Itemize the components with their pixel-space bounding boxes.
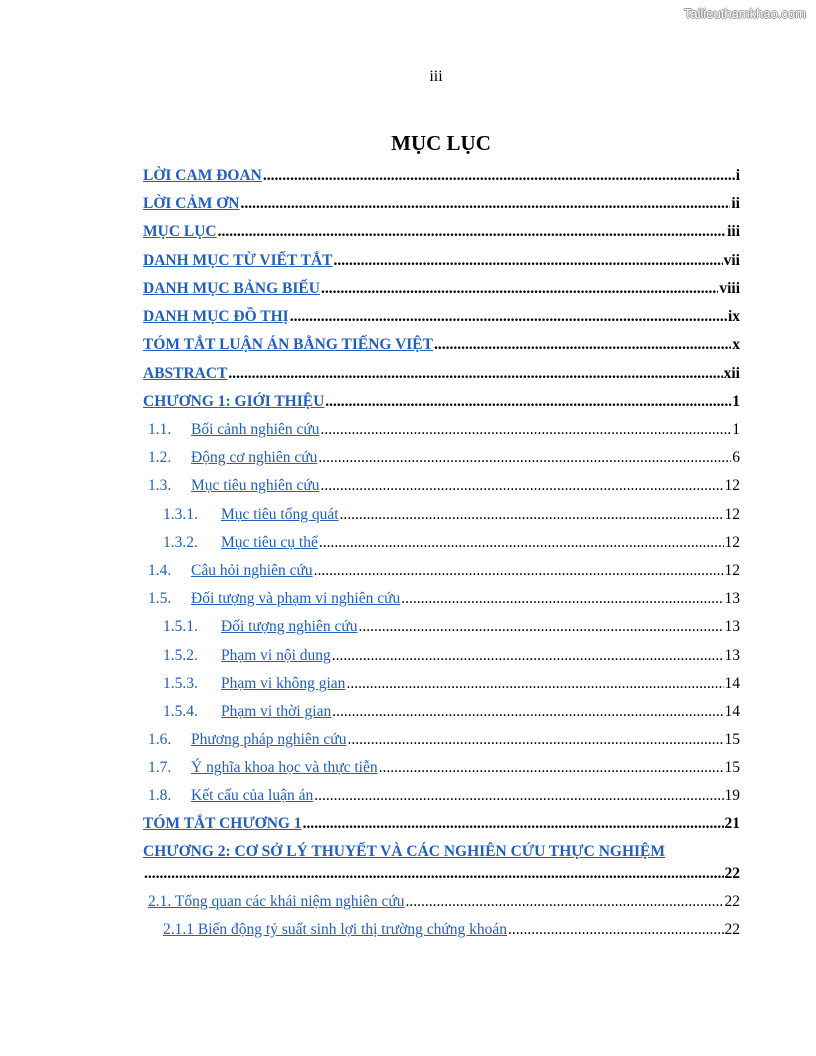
toc-label: DANH MỤC TỪ VIẾT TẮT <box>143 252 333 269</box>
toc-entry[interactable] <box>143 392 740 412</box>
toc-link[interactable] <box>148 420 320 440</box>
toc-page-number: 22 <box>724 893 740 910</box>
toc-label: LỜI CAM ĐOAN <box>143 167 262 184</box>
toc-page-number: 12 <box>724 562 740 579</box>
toc-leader-dots <box>359 617 724 637</box>
toc-page-number: iii <box>727 223 740 240</box>
toc-entry[interactable] <box>148 589 740 609</box>
toc-link[interactable] <box>143 279 320 299</box>
toc-label: ABSTRACT <box>143 365 228 382</box>
toc-leader-dots <box>401 589 723 609</box>
toc-number: 1.1. <box>148 421 172 438</box>
toc-number: 1.3.1. <box>163 506 198 523</box>
toc-link[interactable] <box>163 674 345 694</box>
page-title: MỤC LỤC <box>391 131 491 155</box>
toc-link[interactable] <box>148 786 313 806</box>
toc-label: Phạm vi thời gian <box>221 703 332 720</box>
toc-leader-dots <box>321 420 732 440</box>
toc-entry[interactable] <box>148 448 740 468</box>
toc-entry[interactable] <box>148 730 740 750</box>
toc-link[interactable] <box>143 166 262 186</box>
toc-number: 1.5.3. <box>163 675 198 692</box>
toc-page-number: 21 <box>724 815 740 832</box>
toc-link[interactable] <box>163 533 318 553</box>
toc-entry[interactable] <box>143 307 740 327</box>
toc-link[interactable] <box>143 194 239 214</box>
toc-leader-dots <box>218 222 726 242</box>
toc-label: Mục tiêu cụ thể <box>221 534 318 551</box>
toc-label: DANH MỤC ĐỒ THỊ <box>143 308 289 325</box>
toc-entry[interactable] <box>163 505 740 525</box>
toc-entry[interactable] <box>163 674 740 694</box>
toc-page-number: 14 <box>724 703 740 720</box>
toc-leader-dots <box>340 505 724 525</box>
toc-leader-dots <box>332 702 723 722</box>
toc-link[interactable] <box>163 920 507 940</box>
toc-number: 1.8. <box>148 787 172 804</box>
toc-page-number: ii <box>731 195 740 212</box>
toc-entry[interactable] <box>148 476 740 496</box>
toc-entry[interactable] <box>148 786 740 806</box>
toc-leader-dots <box>325 392 731 412</box>
toc-label: TÓM TẮT CHƯƠNG 1 <box>143 815 302 832</box>
toc-label: CHƯƠNG 1: GIỚI THIỆU <box>143 393 325 410</box>
toc-label: MỤC LỤC <box>143 223 217 240</box>
toc-link[interactable] <box>163 646 331 666</box>
toc-entry[interactable] <box>148 420 740 440</box>
toc-number: 1.3. <box>148 477 172 494</box>
toc-link[interactable] <box>148 892 404 912</box>
toc-page-number: 22 <box>724 921 740 938</box>
toc-entry[interactable] <box>143 166 740 186</box>
toc-page-number: 12 <box>724 506 740 523</box>
toc-page-number: 6 <box>732 449 740 466</box>
toc-page-number: i <box>735 167 740 184</box>
toc-page-number: x <box>732 336 740 353</box>
toc-link[interactable] <box>143 842 665 862</box>
toc-entry[interactable] <box>163 533 740 553</box>
toc-leader-dots <box>346 674 723 694</box>
toc-page-number: 1 <box>732 393 740 410</box>
toc-leader-dots <box>347 730 723 750</box>
toc-entry[interactable] <box>143 364 740 384</box>
page-number: iii <box>429 68 443 85</box>
toc-label: TÓM TẮT LUẬN ÁN BẰNG TIẾNG VIỆT <box>143 336 433 353</box>
toc-number: 1.2. <box>148 449 172 466</box>
toc-entry[interactable] <box>143 814 740 834</box>
toc-label: Câu hỏi nghiên cứu <box>191 562 313 579</box>
toc-leader-dots <box>240 194 730 214</box>
toc-link[interactable] <box>143 364 227 384</box>
toc-label: Ý nghĩa khoa học và thực tiễn <box>191 759 378 776</box>
toc-link[interactable] <box>143 222 217 242</box>
toc-entry[interactable] <box>148 892 740 912</box>
toc-label: Phương pháp nghiên cứu <box>191 731 347 748</box>
toc-leader-dots <box>263 166 735 186</box>
toc-leader-dots <box>321 279 718 299</box>
toc-leader-dots <box>290 307 727 327</box>
toc-leader-dots <box>314 561 724 581</box>
toc-label: CHƯƠNG 2: CƠ SỞ LÝ THUYẾT VÀ CÁC NGHIÊN CỨU THỰC NGHIỆM <box>143 843 666 860</box>
toc-leader-dots <box>508 920 723 940</box>
toc-number: 1.6. <box>148 731 172 748</box>
toc-label: Đối tượng nghiên cứu <box>221 618 358 635</box>
toc-link[interactable] <box>148 589 400 609</box>
toc-link[interactable] <box>163 702 331 722</box>
toc-link[interactable] <box>143 251 332 271</box>
toc-label: LỜI CẢM ƠN <box>143 195 240 212</box>
toc-link[interactable] <box>163 617 358 637</box>
toc-leader-dots <box>434 335 731 355</box>
toc-label: Động cơ nghiên cứu <box>191 449 318 466</box>
toc-number: 1.3.2. <box>163 534 198 551</box>
toc-label: Kết cấu của luận án <box>191 787 314 804</box>
toc-leader-dots <box>321 476 724 496</box>
toc-number: 1.5. <box>148 590 172 607</box>
toc-label: 2.1.1 Biến động tỷ suất sinh lợi thị trường chứng khoán <box>163 921 508 938</box>
toc-label: Đối tượng và phạm vi nghiên cứu <box>191 590 401 607</box>
toc-entry[interactable] <box>143 251 740 271</box>
toc-leader-dots <box>318 448 731 468</box>
toc-link[interactable] <box>148 448 317 468</box>
toc-leader-dots <box>333 251 722 271</box>
toc-link[interactable] <box>143 307 289 327</box>
toc-entry[interactable] <box>163 617 740 637</box>
toc-page-number: viii <box>719 280 740 297</box>
toc-label: Bối cảnh nghiên cứu <box>191 421 320 438</box>
toc-page-number: 14 <box>724 675 740 692</box>
toc-leader-dots <box>405 892 723 912</box>
toc-link[interactable] <box>163 505 339 525</box>
toc-page-number: ix <box>727 308 740 325</box>
toc-entry[interactable] <box>148 758 740 778</box>
toc-leader-dots <box>379 758 724 778</box>
toc-entry[interactable] <box>143 222 740 242</box>
toc-entry[interactable] <box>148 561 740 581</box>
toc-number: 1.5.2. <box>163 647 198 664</box>
toc-page-number: 13 <box>724 647 740 664</box>
toc-entry[interactable] <box>163 646 740 666</box>
toc-leader-dots <box>144 864 724 884</box>
toc-page-number: vii <box>723 252 740 269</box>
toc-label: Mục tiêu tổng quát <box>221 506 339 523</box>
toc-entry[interactable] <box>143 279 740 299</box>
toc-link[interactable] <box>143 392 324 412</box>
toc-number: 1.5.4. <box>163 703 198 720</box>
toc-link[interactable] <box>148 758 378 778</box>
toc-leader-dots <box>332 646 724 666</box>
toc-leader-dots <box>303 814 724 834</box>
toc-number: 1.4. <box>148 562 172 579</box>
toc-link[interactable] <box>148 561 313 581</box>
toc-leader-dots <box>314 786 723 806</box>
toc-link[interactable] <box>143 814 302 834</box>
toc-label: Mục tiêu nghiên cứu <box>191 477 320 494</box>
toc-label: 2.1. Tổng quan các khái niệm nghiên cứu <box>148 893 405 910</box>
toc-link[interactable] <box>143 335 433 355</box>
toc-page-number: 19 <box>724 787 740 804</box>
toc-page-number: 13 <box>724 618 740 635</box>
toc-entry[interactable] <box>143 194 740 214</box>
toc-page-number: xii <box>723 365 740 382</box>
toc-page-number: 22 <box>724 865 740 882</box>
toc-page-number: 15 <box>724 759 740 776</box>
toc-leader-dots <box>319 533 724 553</box>
toc-leader-dots <box>228 364 722 384</box>
toc-number: 1.7. <box>148 759 172 776</box>
toc-entry[interactable] <box>143 864 740 884</box>
toc-entry[interactable] <box>143 335 740 355</box>
toc-label: DANH MỤC BẢNG BIỂU <box>143 280 320 297</box>
toc-label: Phạm vi nội dung <box>221 647 331 664</box>
toc-page-number: 12 <box>724 534 740 551</box>
toc-entry[interactable] <box>143 842 740 862</box>
toc-page-number: 1 <box>732 421 740 438</box>
toc-link[interactable] <box>148 730 346 750</box>
toc-link[interactable] <box>148 476 320 496</box>
toc-page-number: 12 <box>724 477 740 494</box>
toc-number: 1.5.1. <box>163 618 198 635</box>
toc-page-number: 15 <box>724 731 740 748</box>
toc-label: Phạm vi không gian <box>221 675 346 692</box>
toc-entry[interactable] <box>163 702 740 722</box>
toc-entry[interactable] <box>163 920 740 940</box>
toc-page-number: 13 <box>724 590 740 607</box>
watermark: Tailieuthamkhao.com <box>683 6 806 21</box>
